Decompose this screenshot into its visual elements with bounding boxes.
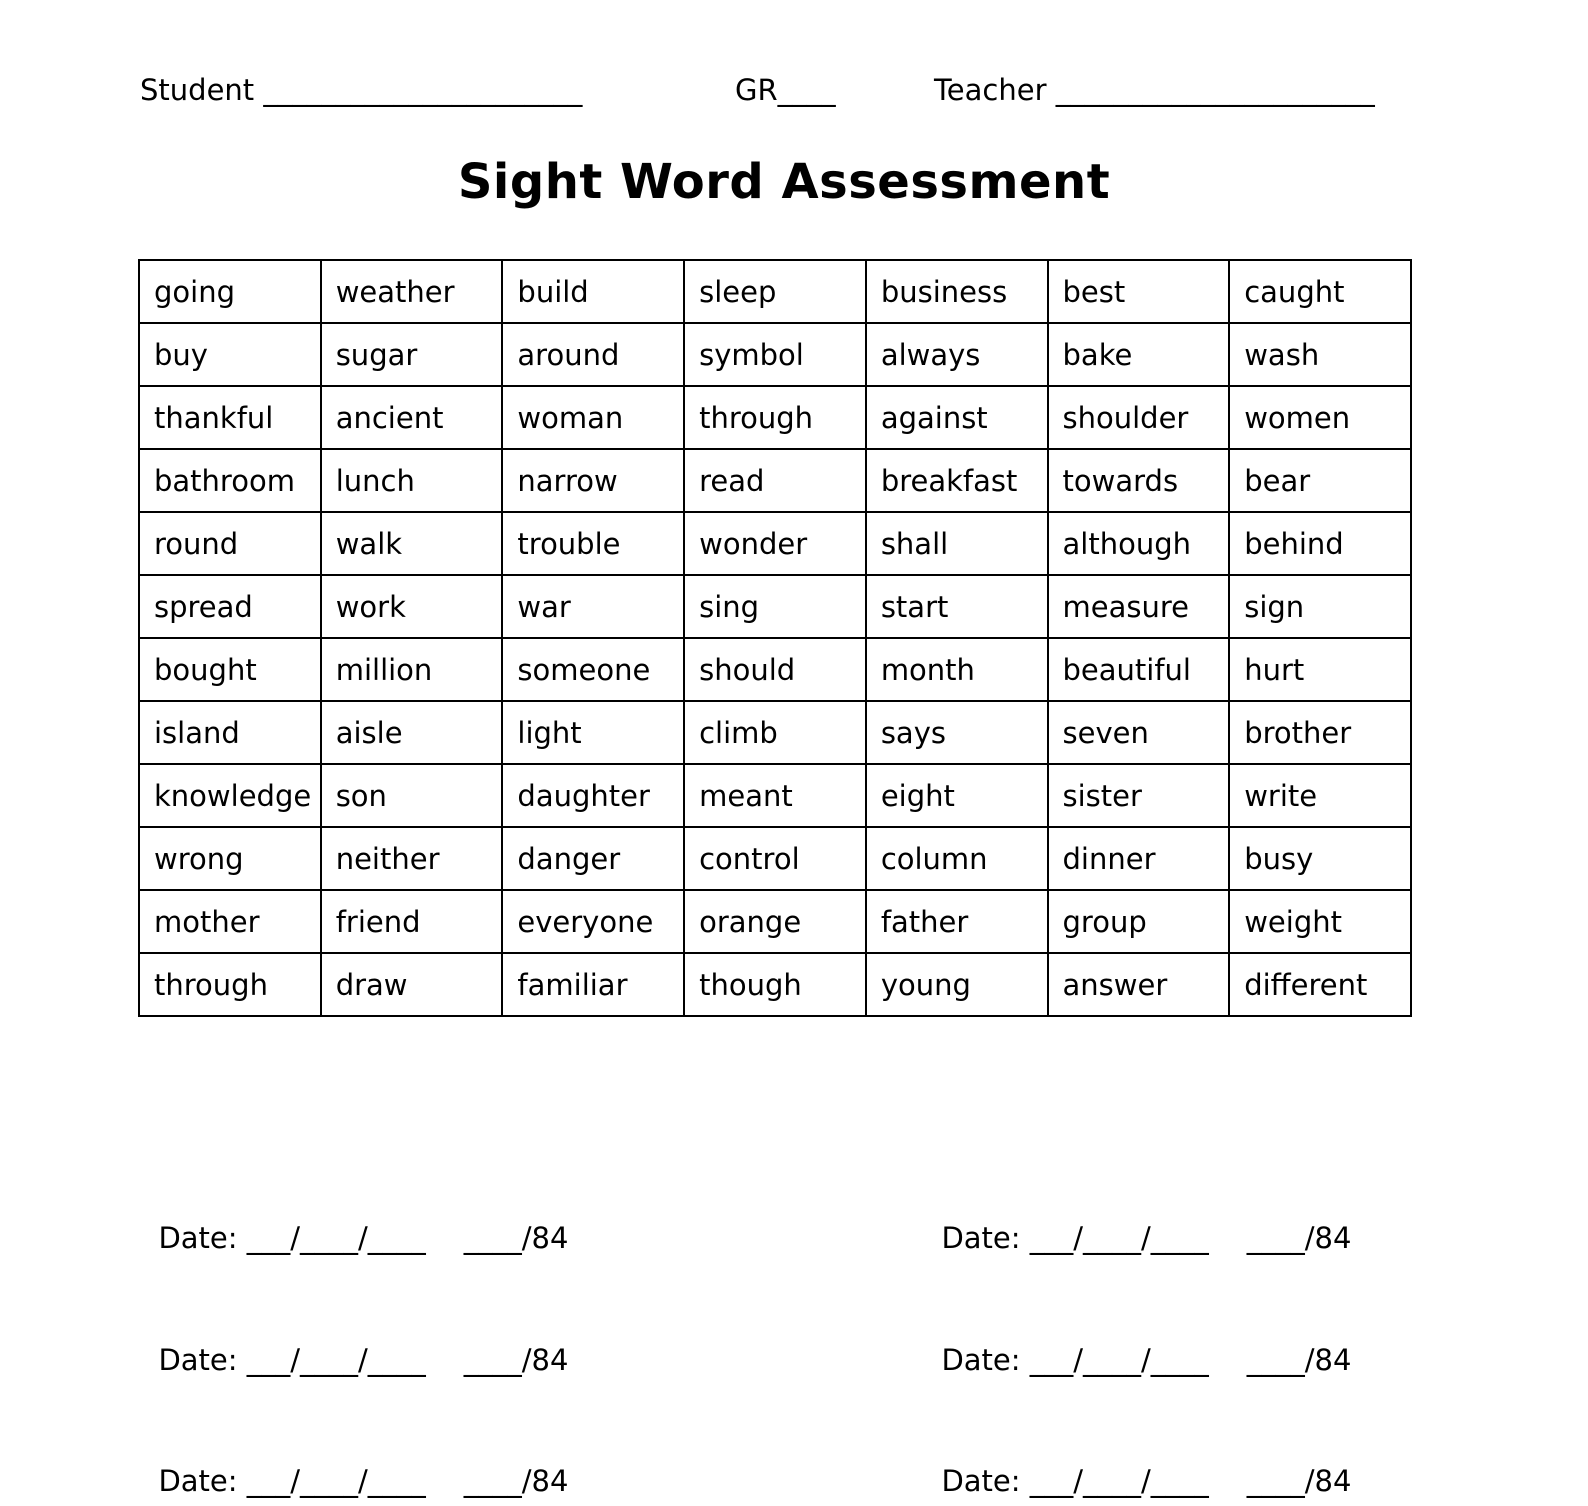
sight-word-cell: daughter bbox=[502, 764, 684, 827]
table-row bbox=[139, 827, 1411, 890]
score-field[interactable]: ____/84 bbox=[1246, 1221, 1352, 1255]
sight-word-cell: danger bbox=[502, 827, 684, 890]
sight-word-cell: though bbox=[684, 953, 866, 1016]
sight-word-cell: island bbox=[139, 701, 321, 764]
sight-word-cell: column bbox=[866, 827, 1048, 890]
sight-word-cell: knowledge bbox=[139, 764, 321, 827]
sight-word-cell: million bbox=[321, 638, 503, 701]
sight-word-table-body bbox=[139, 260, 1411, 1016]
sight-word-cell: answer bbox=[1048, 953, 1230, 1016]
sight-word-cell: women bbox=[1229, 386, 1411, 449]
sight-word-cell: shoulder bbox=[1048, 386, 1230, 449]
sight-word-cell: weight bbox=[1229, 890, 1411, 953]
sight-word-cell: bought bbox=[139, 638, 321, 701]
sight-word-cell: aisle bbox=[321, 701, 503, 764]
sight-word-cell: woman bbox=[502, 386, 684, 449]
sight-word-cell: wash bbox=[1229, 323, 1411, 386]
score-entry-2 bbox=[923, 1178, 1351, 1258]
sight-word-cell: narrow bbox=[502, 449, 684, 512]
table-row bbox=[139, 323, 1411, 386]
sight-word-cell: war bbox=[502, 575, 684, 638]
score-entry-4 bbox=[923, 1300, 1351, 1380]
grade-field[interactable]: GR____ bbox=[735, 73, 836, 107]
sight-word-cell: friend bbox=[321, 890, 503, 953]
sight-word-cell: going bbox=[139, 260, 321, 323]
sight-word-cell: although bbox=[1048, 512, 1230, 575]
sight-word-cell: ancient bbox=[321, 386, 503, 449]
table-row bbox=[139, 701, 1411, 764]
score-field[interactable]: ____/84 bbox=[1246, 1464, 1352, 1498]
sight-word-cell: write bbox=[1229, 764, 1411, 827]
sight-word-cell: beautiful bbox=[1048, 638, 1230, 701]
sight-word-cell: orange bbox=[684, 890, 866, 953]
sight-word-cell: work bbox=[321, 575, 503, 638]
sight-word-cell: meant bbox=[684, 764, 866, 827]
score-entry-3 bbox=[140, 1300, 568, 1380]
teacher-name-field[interactable]: Teacher ______________________ bbox=[934, 73, 1375, 107]
sight-word-cell: control bbox=[684, 827, 866, 890]
sight-word-cell: bake bbox=[1048, 323, 1230, 386]
sight-word-cell: bear bbox=[1229, 449, 1411, 512]
date-field[interactable]: Date: ___/____/____ bbox=[941, 1343, 1209, 1377]
sight-word-cell: caught bbox=[1229, 260, 1411, 323]
sight-word-cell: different bbox=[1229, 953, 1411, 1016]
sight-word-cell: read bbox=[684, 449, 866, 512]
sight-word-cell: start bbox=[866, 575, 1048, 638]
score-entry-5 bbox=[140, 1421, 568, 1501]
date-field[interactable]: Date: ___/____/____ bbox=[158, 1221, 426, 1255]
sight-word-cell: familiar bbox=[502, 953, 684, 1016]
sight-word-cell: sister bbox=[1048, 764, 1230, 827]
table-row bbox=[139, 449, 1411, 512]
sight-word-cell: best bbox=[1048, 260, 1230, 323]
table-row bbox=[139, 260, 1411, 323]
score-entry-6 bbox=[923, 1421, 1351, 1501]
table-row bbox=[139, 638, 1411, 701]
sight-word-cell: mother bbox=[139, 890, 321, 953]
sight-word-cell: wonder bbox=[684, 512, 866, 575]
sight-word-cell: group bbox=[1048, 890, 1230, 953]
sight-word-cell: spread bbox=[139, 575, 321, 638]
sight-word-cell: wrong bbox=[139, 827, 321, 890]
sight-word-cell: sing bbox=[684, 575, 866, 638]
sight-word-cell: through bbox=[139, 953, 321, 1016]
sight-word-cell: month bbox=[866, 638, 1048, 701]
date-field[interactable]: Date: ___/____/____ bbox=[941, 1221, 1209, 1255]
table-row bbox=[139, 386, 1411, 449]
sight-word-cell: symbol bbox=[684, 323, 866, 386]
sight-word-cell: says bbox=[866, 701, 1048, 764]
score-field[interactable]: ____/84 bbox=[1246, 1343, 1352, 1377]
sight-word-cell: dinner bbox=[1048, 827, 1230, 890]
sight-word-cell: seven bbox=[1048, 701, 1230, 764]
sight-word-cell: draw bbox=[321, 953, 503, 1016]
sight-word-cell: busy bbox=[1229, 827, 1411, 890]
table-row bbox=[139, 764, 1411, 827]
score-field[interactable]: ____/84 bbox=[463, 1343, 569, 1377]
date-field[interactable]: Date: ___/____/____ bbox=[158, 1343, 426, 1377]
score-entry-1 bbox=[140, 1178, 568, 1258]
sight-word-cell: sign bbox=[1229, 575, 1411, 638]
table-row bbox=[139, 953, 1411, 1016]
score-field[interactable]: ____/84 bbox=[463, 1464, 569, 1498]
sight-word-cell: sugar bbox=[321, 323, 503, 386]
sight-word-cell: neither bbox=[321, 827, 503, 890]
date-field[interactable]: Date: ___/____/____ bbox=[941, 1464, 1209, 1498]
sight-word-table bbox=[138, 259, 1412, 1017]
page-title: Sight Word Assessment bbox=[457, 154, 1111, 210]
sight-word-cell: bathroom bbox=[139, 449, 321, 512]
sight-word-cell: hurt bbox=[1229, 638, 1411, 701]
sight-word-cell: light bbox=[502, 701, 684, 764]
sight-word-cell: through bbox=[684, 386, 866, 449]
sight-word-cell: everyone bbox=[502, 890, 684, 953]
sight-word-cell: always bbox=[866, 323, 1048, 386]
sight-word-cell: business bbox=[866, 260, 1048, 323]
student-name-field[interactable]: Student ______________________ bbox=[140, 73, 583, 107]
sight-word-cell: son bbox=[321, 764, 503, 827]
sight-word-cell: should bbox=[684, 638, 866, 701]
sight-word-cell: trouble bbox=[502, 512, 684, 575]
sight-word-cell: towards bbox=[1048, 449, 1230, 512]
sight-word-cell: lunch bbox=[321, 449, 503, 512]
sight-word-cell: measure bbox=[1048, 575, 1230, 638]
date-field[interactable]: Date: ___/____/____ bbox=[158, 1464, 426, 1498]
sight-word-cell: behind bbox=[1229, 512, 1411, 575]
sight-word-cell: buy bbox=[139, 323, 321, 386]
sight-word-cell: walk bbox=[321, 512, 503, 575]
sight-word-cell: thankful bbox=[139, 386, 321, 449]
sight-word-cell: eight bbox=[866, 764, 1048, 827]
sight-word-cell: shall bbox=[866, 512, 1048, 575]
score-field[interactable]: ____/84 bbox=[463, 1221, 569, 1255]
sight-word-cell: weather bbox=[321, 260, 503, 323]
sight-word-cell: climb bbox=[684, 701, 866, 764]
sight-word-cell: around bbox=[502, 323, 684, 386]
sight-word-cell: against bbox=[866, 386, 1048, 449]
table-row bbox=[139, 512, 1411, 575]
table-row bbox=[139, 575, 1411, 638]
sight-word-cell: young bbox=[866, 953, 1048, 1016]
sight-word-cell: someone bbox=[502, 638, 684, 701]
table-row bbox=[139, 890, 1411, 953]
sight-word-cell: father bbox=[866, 890, 1048, 953]
sight-word-cell: brother bbox=[1229, 701, 1411, 764]
sight-word-cell: build bbox=[502, 260, 684, 323]
sight-word-cell: breakfast bbox=[866, 449, 1048, 512]
sight-word-cell: round bbox=[139, 512, 321, 575]
sight-word-cell: sleep bbox=[684, 260, 866, 323]
